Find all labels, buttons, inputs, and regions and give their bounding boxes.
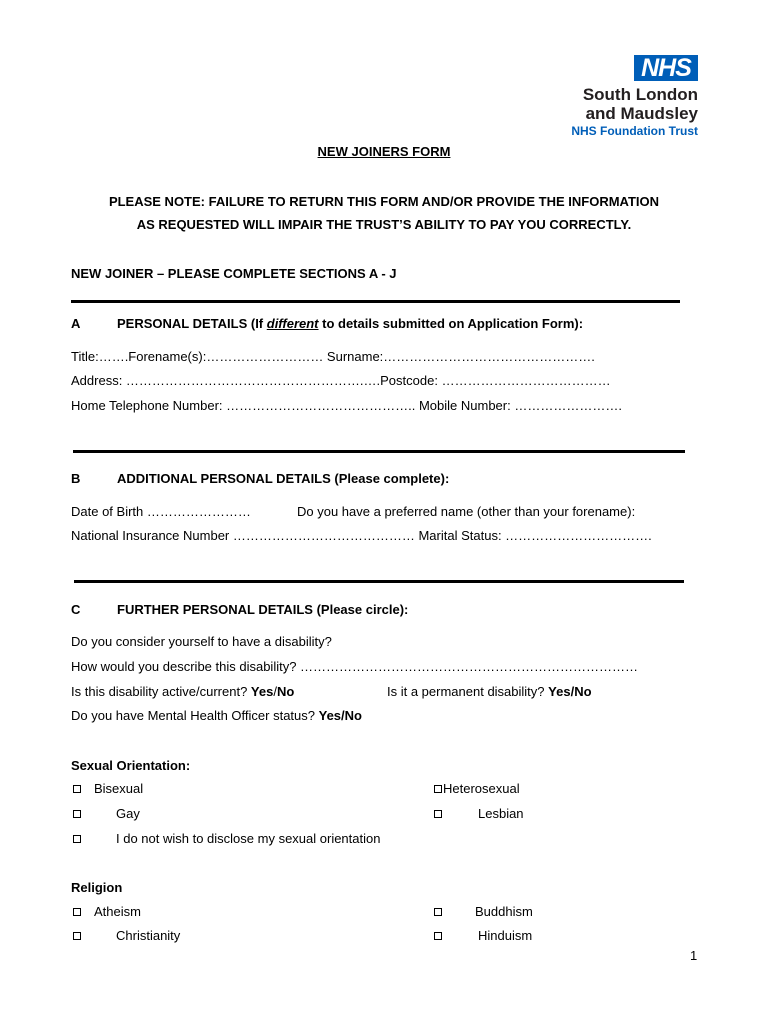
section-c-letter: C <box>71 602 81 617</box>
logo-line-1: South London <box>582 85 698 104</box>
section-a-title: PERSONAL DETAILS (If different to details submitted on Application Form): <box>117 316 584 331</box>
option-lesbian: Lesbian <box>478 806 524 821</box>
title-forename-surname-field[interactable]: Title:…….Forename(s):……………………… Surname:…………………………………………. <box>71 349 595 364</box>
option-christianity: Christianity <box>116 928 181 943</box>
checkbox-not-disclose[interactable] <box>73 835 81 843</box>
mental-health-officer-question[interactable]: Do you have Mental Health Officer status? Yes/No <box>71 708 362 723</box>
nhs-logo-text: NHS <box>641 54 691 82</box>
option-not-disclose: I do not wish to disclose my sexual orientation <box>116 831 381 846</box>
date-of-birth-field[interactable]: Date of Birth …………………… <box>71 504 251 519</box>
ni-marital-status-field[interactable]: National Insurance Number …………………………………… Marital Status: ……………………………. <box>71 528 652 543</box>
option-atheism: Atheism <box>94 904 141 919</box>
checkbox-heterosexual[interactable] <box>434 785 442 793</box>
option-bisexual: Bisexual <box>94 781 144 796</box>
disability-description-field[interactable]: How would you describe this disability? …………………………………………………………………… <box>71 659 639 674</box>
checkbox-atheism[interactable] <box>73 908 81 916</box>
section-instruction: NEW JOINER – PLEASE COMPLETE SECTIONS A - J <box>71 266 397 281</box>
divider-rule <box>74 580 684 583</box>
section-b-letter: B <box>71 471 81 486</box>
section-a-letter: A <box>71 316 81 331</box>
section-c-title: FURTHER PERSONAL DETAILS (Please circle): <box>117 602 409 617</box>
page-number: 1 <box>690 948 698 963</box>
checkbox-buddhism[interactable] <box>434 908 442 916</box>
religion-heading: Religion <box>71 880 123 895</box>
checkbox-lesbian[interactable] <box>434 810 442 818</box>
checkbox-bisexual[interactable] <box>73 785 81 793</box>
sexual-orientation-heading: Sexual Orientation: <box>71 758 191 773</box>
preferred-name-field[interactable]: Do you have a preferred name (other than your forename): <box>297 504 636 519</box>
checkbox-gay[interactable] <box>73 810 81 818</box>
option-hinduism: Hinduism <box>478 928 533 943</box>
section-b-title: ADDITIONAL PERSONAL DETAILS (Please complete): <box>117 471 450 486</box>
disability-permanent-question[interactable]: Is it a permanent disability? Yes/No <box>387 684 592 699</box>
logo-line-2: and Maudsley <box>585 104 698 123</box>
disability-active-question[interactable]: Is this disability active/current? Yes/No <box>71 684 295 699</box>
checkbox-christianity[interactable] <box>73 932 81 940</box>
form-title: NEW JOINERS FORM <box>317 144 451 159</box>
divider-rule <box>71 300 680 303</box>
option-buddhism: Buddhism <box>475 904 533 919</box>
logo-line-3: NHS Foundation Trust <box>571 124 698 138</box>
option-heterosexual: Heterosexual <box>443 781 520 796</box>
notice-line-2: AS REQUESTED WILL IMPAIR THE TRUST’S ABILITY TO PAY YOU CORRECTLY. <box>136 217 632 232</box>
checkbox-hinduism[interactable] <box>434 932 442 940</box>
disability-question: Do you consider yourself to have a disability? <box>71 634 332 649</box>
address-postcode-field[interactable]: Address: ……………………………………………….….Postcode: ………………………………… <box>71 373 611 388</box>
telephone-mobile-field[interactable]: Home Telephone Number: …………………………………….. Mobile Number: ……………………. <box>71 398 622 413</box>
notice-line-1: PLEASE NOTE: FAILURE TO RETURN THIS FORM AND/OR PROVIDE THE INFORMATION <box>108 194 660 209</box>
option-gay: Gay <box>116 806 140 821</box>
divider-rule <box>73 450 685 453</box>
